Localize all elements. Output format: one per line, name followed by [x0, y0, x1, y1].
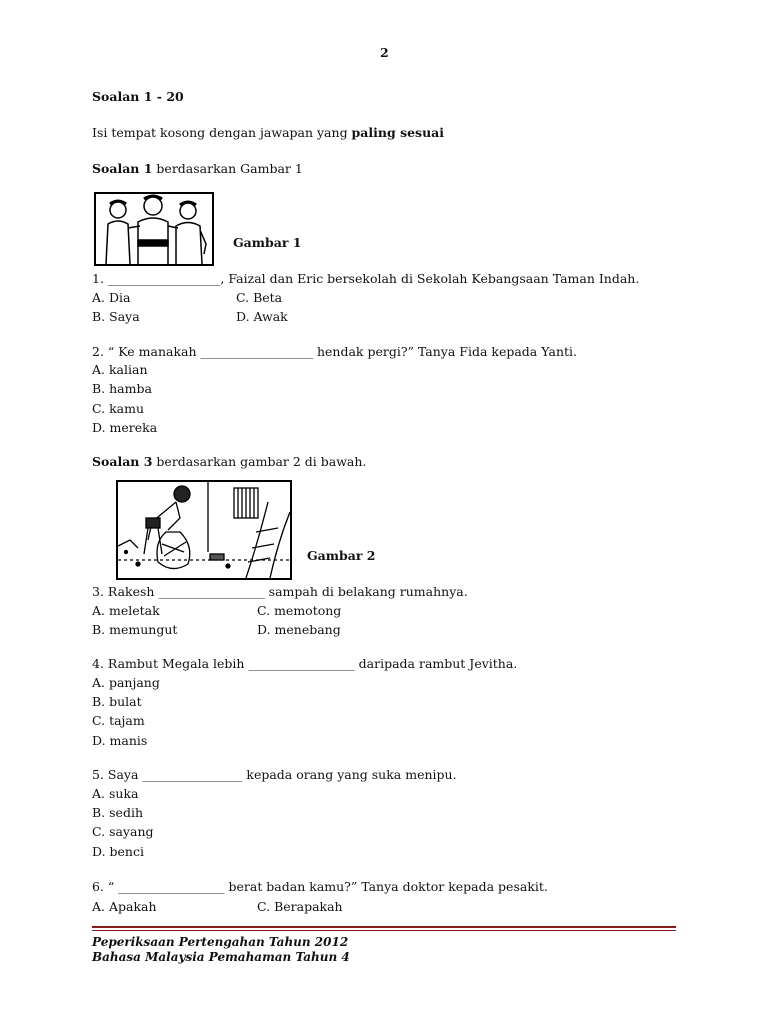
q2-option-a: A. kalian [92, 362, 148, 377]
question-6: 6. “ _________________ berat badan kamu?” Tanya doktor kepada pesakit. [92, 879, 548, 894]
q4-option-a: A. panjang [92, 675, 160, 690]
question-3: 3. Rakesh _________________ sampah di belakang rumahnya. [92, 584, 468, 599]
question-5: 5. Saya ________________ kepada orang yang suka menipu. [92, 767, 457, 782]
q1-option-d: D. Awak [236, 309, 288, 324]
q5-option-c: C. sayang [92, 824, 154, 839]
q3-option-c: C. memotong [257, 603, 342, 618]
q3-option-b: B. memungut [92, 622, 178, 637]
q2-option-b: B. hamba [92, 381, 152, 396]
footer-divider-thick [92, 926, 676, 928]
gambar-2-image [116, 480, 292, 580]
q5-option-a: A. suka [92, 786, 139, 801]
section-title: Soalan 1 - 20 [92, 89, 184, 104]
instruction [92, 125, 444, 140]
q4-option-b: B. bulat [92, 694, 142, 709]
footer-line-1: Peperiksaan Pertengahan Tahun 2012 [92, 935, 349, 949]
question-ref-1-bold: Soalan 1 [92, 161, 153, 176]
q4-option-d: D. manis [92, 733, 148, 748]
gambar-1-image [94, 192, 214, 266]
instruction-text: Isi tempat kosong dengan jawapan yang [92, 125, 352, 140]
q1-option-a: A. Dia [92, 290, 131, 305]
footer-divider-thin [92, 930, 676, 931]
q1-option-c: C. Beta [236, 290, 283, 305]
question-ref-3 [92, 454, 366, 469]
q5-option-d: D. benci [92, 844, 144, 859]
q4-option-c: C. tajam [92, 713, 145, 728]
instruction-emphasis: paling sesuai [351, 125, 445, 140]
q5-option-b: B. sedih [92, 805, 143, 820]
question-4: 4. Rambut Megala lebih _________________ daripada rambut Jevitha. [92, 656, 518, 671]
q2-option-c: C. kamu [92, 401, 144, 416]
q1-option-b: B. Saya [92, 309, 140, 324]
question-1: 1. __________________, Faizal dan Eric bersekolah di Sekolah Kebangsaan Taman Indah. [92, 271, 640, 286]
three-boys-illustration [96, 194, 212, 264]
question-ref-1 [92, 161, 303, 176]
question-2: 2. “ Ke manakah __________________ hendak pergi?” Tanya Fida kepada Yanti. [92, 344, 577, 359]
boy-picking-rubbish-illustration [118, 482, 290, 578]
gambar-1-caption: Gambar 1 [233, 235, 302, 250]
q3-option-d: D. menebang [257, 622, 341, 637]
gambar-2-caption: Gambar 2 [307, 548, 376, 563]
question-ref-1-text: berdasarkan Gambar 1 [152, 161, 303, 176]
q6-option-c: C. Berapakah [257, 899, 343, 914]
question-ref-3-bold: Soalan 3 [92, 454, 153, 469]
q2-option-d: D. mereka [92, 420, 158, 435]
page-number: 2 [380, 45, 389, 60]
question-ref-3-text: berdasarkan gambar 2 di bawah. [152, 454, 367, 469]
q3-option-a: A. meletak [92, 603, 160, 618]
footer-line-2: Bahasa Malaysia Pemahaman Tahun 4 [92, 950, 350, 964]
q6-option-a: A. Apakah [92, 899, 157, 914]
